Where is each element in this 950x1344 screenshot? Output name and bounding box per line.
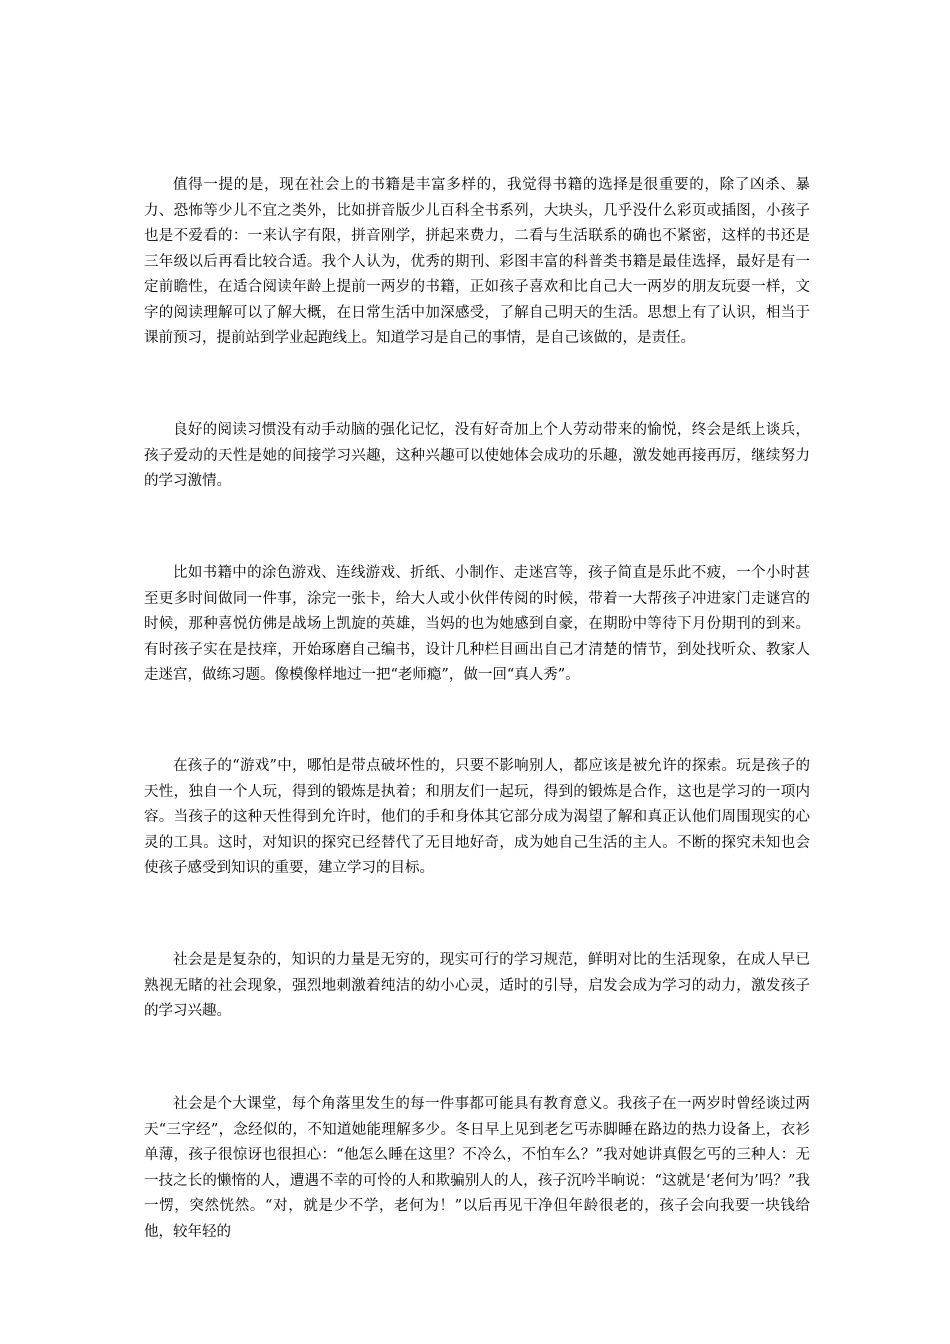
- paragraph-reading-habits: 良好的阅读习惯没有动手动脑的强化记忆，没有好奇加上个人劳动带来的愉悦，终会是纸上谈兵，孩子爱动的天性是她的间接学习兴趣，这种兴趣可以使她体会成功的乐趣，激发她再接再厉，继续努力的学习激情。: [144, 422, 810, 489]
- paragraph-book-selection: 值得一提的是，现在社会上的书籍是丰富多样的，我觉得书籍的选择是很重要的，除了凶杀、暴力、恐怖等少儿不宜之类外，比如拼音版少儿百科全书系列，大块头，几乎没什么彩页或插图，小孩子也是不爱看的：一来认字有限，拼音刚学，拼起来费力，二看与生活联系的确也不紧密，这样的书还是三年级以后再看比较合适。我个人认为，优秀的期刊、彩图丰富的科普类书籍是最佳选择，最好是有一定前瞻性，在适合阅读年龄上提前一两岁的书籍，正如孩子喜欢和比自己大一两岁的朋友玩耍一样，文字的阅读理解可以了解大概，在日常生活中加深感受，了解自己明天的生活。思想上有了认识，相当于课前预习，提前站到学业起跑线上。知道学习是自己的事情，是自己该做的，是责任。: [144, 177, 810, 346]
- paragraph-book-games: 比如书籍中的涂色游戏、连线游戏、折纸、小制作、走迷宫等，孩子简直是乐此不疲，一个小时甚至更多时间做同一件事，涂完一张卡，给大人或小伙伴传阅的时候，带着一大帮孩子冲进家门走谜宫的时候，那种喜悦仿佛是战场上凯旋的英雄，当妈的也为她感到自豪，在期盼中等待下月份期刊的到来。有时孩子实在是技痒，开始琢磨自己编书，设计几种栏目画出自己才清楚的情节，到处找听众、教家人走迷宫，做练习题。像模像样地过一把“老师瘾”，做一回“真人秀”。: [144, 565, 810, 683]
- paragraph-play-exploration: 在孩子的“游戏”中，哪怕是带点破坏性的，只要不影响别人，都应该是被允许的探索。玩是孩子的天性，独自一个人玩，得到的锻炼是执着；和朋友们一起玩，得到的锻炼是合作，这也是学习的一项内容。当孩子的这种天性得到允许时，他们的手和身体其它部分成为渴望了解和真正认他们周围现实的心灵的工具。这时，对知识的探究已经替代了无目地好奇，成为她自己生活的主人。不断的探究未知也会使孩子感受到知识的重要，建立学习的目标。: [144, 758, 810, 876]
- paragraph-society-classroom: 社会是个大课堂，每个角落里发生的每一件事都可能具有教育意义。我孩子在一两岁时曾经谈过两天“三字经”，念经似的，不知道她能理解多少。冬日早上见到老乞丐赤脚睡在路边的热力设备上，衣衫单薄，孩子很惊讶也很担心：“他怎么睡在这里？不冷么，不怕车么？”我对她讲真假乞丐的三种人：无一技之长的懒惰的人，遭遇不幸的可怜的人和欺骗别人的人，孩子沉吟半晌说：“这就是‘老何为’吗？”我一愣，突然恍然。“对，就是少不学，老何为！”以后再见干净但年龄很老的，孩子会向我要一块钱给他，较年轻的: [144, 1096, 810, 1240]
- paragraph-society-knowledge: 社会是是复杂的，知识的力量是无穷的，现实可行的学习规范，鲜明对比的生活现象，在成人早已熟视无睹的社会现象，强烈地刺激着纯洁的幼小心灵，适时的引导，启发会成为学习的动力，激发孩子的学习兴趣。: [144, 952, 810, 1019]
